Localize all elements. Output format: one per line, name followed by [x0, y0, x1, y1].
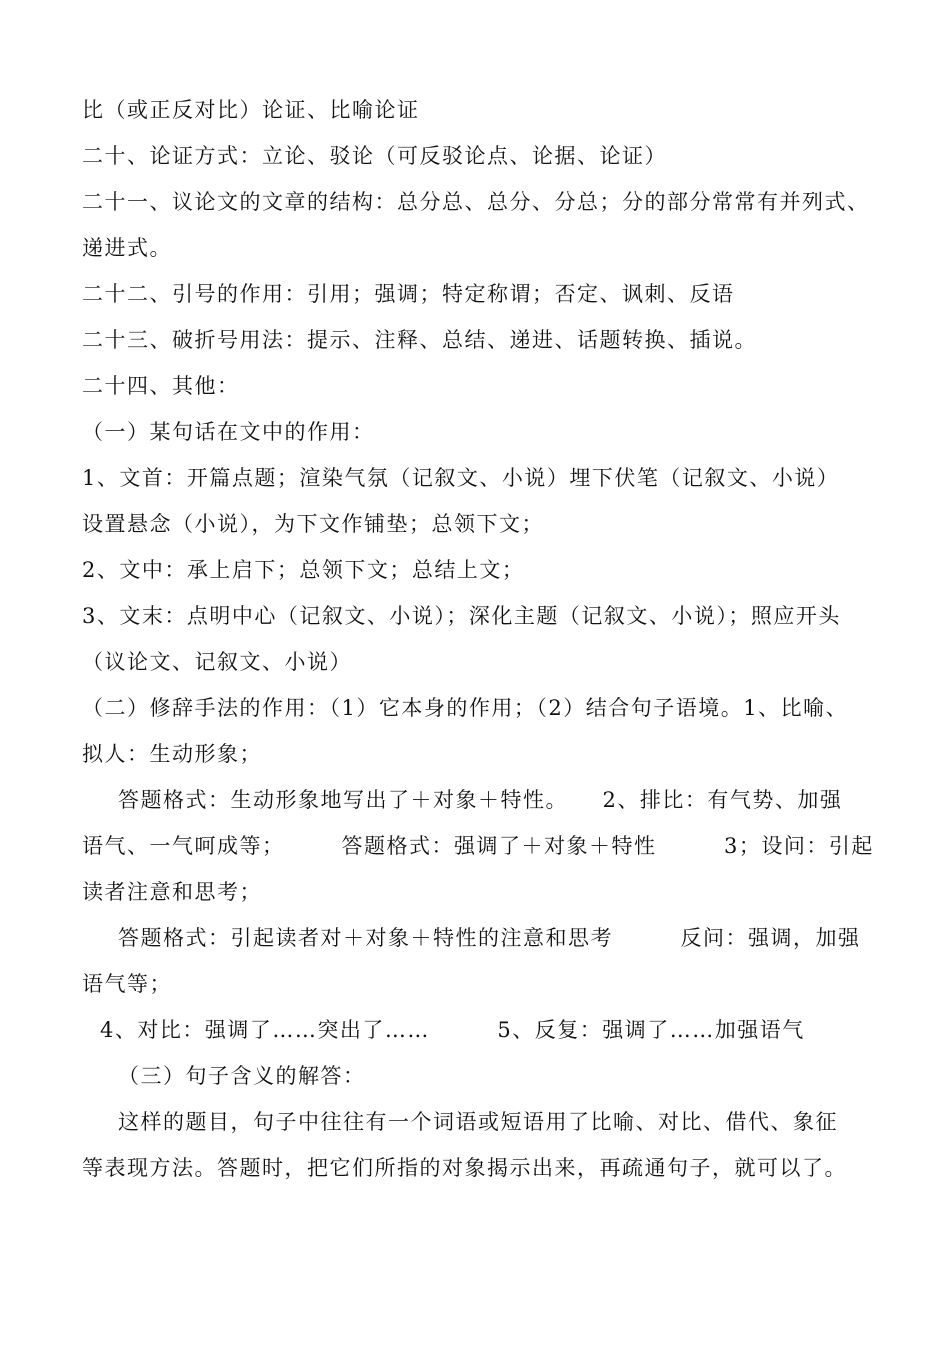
text-line: 1、文首：开篇点题；渲染气氛（记叙文、小说）埋下伏笔（记叙文、小说）: [82, 466, 840, 490]
text-line: 3、文末：点明中心（记叙文、小说）；深化主题（记叙文、小说）；照应开头: [82, 604, 841, 628]
text-line: 这样的题目，句子中往往有一个词语或短语用了比喻、对比、借代、象征: [118, 1110, 838, 1134]
text-line: 读者注意和思考；: [82, 880, 262, 904]
text-line: 语气、一气呵成等； 答题格式：强调了＋对象＋特性 3；设问：引起: [82, 834, 874, 858]
text-line: 递进式。: [82, 236, 172, 260]
text-line: 设置悬念（小说），为下文作铺垫；总领下文；: [82, 512, 544, 536]
text-line: 比（或正反对比）论证、比喻论证: [82, 98, 420, 122]
text-line: 二十一、议论文的文章的结构：总分总、总分、分总；分的部分常常有并列式、: [82, 190, 870, 214]
text-line: （二）修辞手法的作用：（1）它本身的作用；（2）结合句子语境。1、比喻、: [82, 696, 849, 720]
text-line: 4、对比：强调了……突出了…… 5、反复：强调了……加强语气: [100, 1018, 805, 1042]
text-line: 答题格式：引起读者对＋对象＋特性的注意和思考 反问：强调，加强: [118, 926, 861, 950]
text-line: 等表现方法。答题时，把它们所指的对象揭示出来，再疏通句子，就可以了。: [82, 1156, 847, 1180]
text-line: 答题格式：生动形象地写出了＋对象＋特性。 2、排比：有气势、加强: [118, 788, 843, 812]
text-line: 二十三、破折号用法：提示、注释、总结、递进、话题转换、插说。: [82, 328, 757, 352]
text-line: 语气等；: [82, 972, 172, 996]
text-line: （三）句子含义的解答：: [118, 1064, 366, 1088]
text-line: 2、文中：承上启下；总领下文；总结上文；: [82, 558, 525, 582]
text-line: 二十四、其他：: [82, 374, 240, 398]
text-line: （议论文、记叙文、小说）: [82, 650, 352, 674]
text-line: （一）某句话在文中的作用：: [82, 420, 375, 444]
text-line: 二十二、引号的作用：引用；强调；特定称谓；否定、讽刺、反语: [82, 282, 735, 306]
text-line: 二十、论证方式：立论、驳论（可反驳论点、论据、论证）: [82, 144, 667, 168]
text-line: 拟人：生动形象；: [82, 742, 262, 766]
